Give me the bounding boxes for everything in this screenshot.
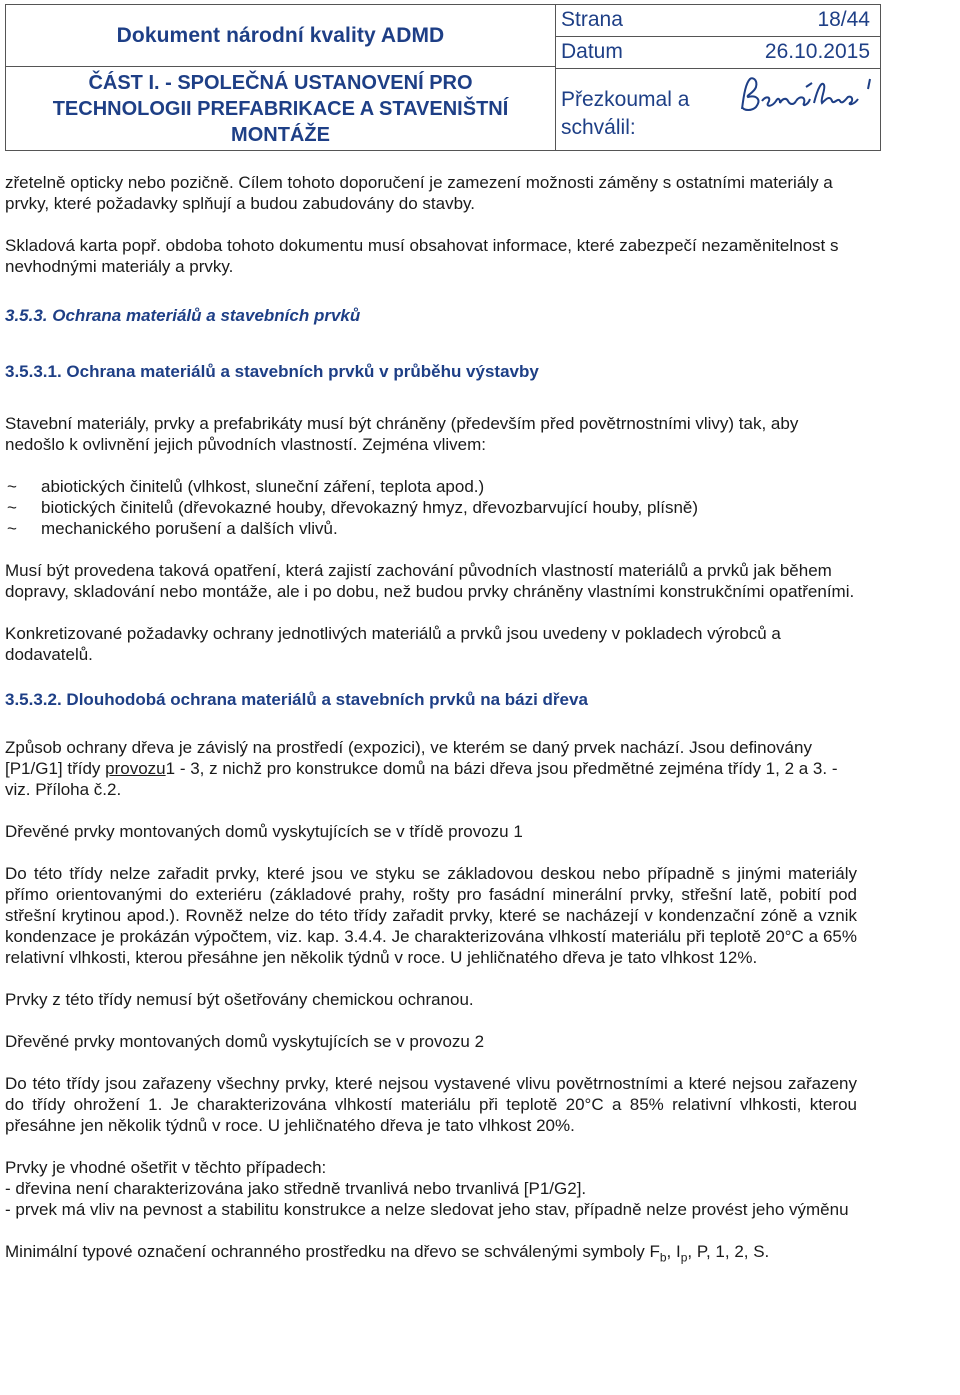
header-part-cell bbox=[6, 67, 555, 150]
date-row bbox=[556, 37, 880, 69]
list-item-text: abiotických činitelů (vlhkost, sluneční záření, teplota apod.) bbox=[41, 477, 485, 496]
bullet-tilde: ~ bbox=[7, 477, 17, 496]
document-body bbox=[5, 172, 857, 1268]
page-number-row bbox=[556, 5, 880, 37]
paragraph-class-2-heading: Dřevěné prvky montovaných domů vyskytujících se v provozu 2 bbox=[5, 1032, 485, 1051]
bullet-tilde: ~ bbox=[7, 498, 17, 517]
list-item bbox=[5, 476, 857, 497]
header-title-cell bbox=[6, 5, 555, 67]
paragraph-treat-case-2: - prvek má vliv na pevnost a stabilitu konstrukce a nelze sledovat jeho stav, případně nelze provést jeho výměnu bbox=[5, 1200, 849, 1219]
paragraph-stock-card: Skladová karta popř. obdoba tohoto dokumentu musí obsahovat informace, které zabezpečí nezaměnitelnost s nevhodnými materiály a prvky. bbox=[5, 236, 839, 276]
paragraph-treat-cases-intro: Prvky je vhodné ošetřit v těchto případech: bbox=[5, 1158, 327, 1177]
part-title-line-1: ČÁST I. - SPOLEČNÁ USTANOVENÍ PRO bbox=[88, 71, 473, 94]
page-label: Strana bbox=[561, 8, 623, 31]
document-title: Dokument národní kvality ADMD bbox=[116, 23, 445, 47]
provozu-link[interactable]: provozu bbox=[105, 759, 166, 778]
list-item-text: mechanického porušení a dalších vlivů. bbox=[41, 519, 338, 538]
approval-label-line-2: schválil: bbox=[561, 116, 636, 139]
list-item-text: biotických činitelů (dřevokazné houby, dřevokazný hmyz, dřevozbarvující houby, plísně) bbox=[41, 498, 699, 517]
section-heading-3-5-3-1: 3.5.3.1. Ochrana materiálů a stavebních prvků v průběhu výstavby bbox=[5, 362, 539, 381]
paragraph-treat-case-1: - dřevina není charakterizována jako středně trvanlivá nebo trvanlivá [P1/G2]. bbox=[5, 1179, 587, 1198]
page-number: 18/44 bbox=[817, 8, 870, 31]
part-title-line-2: TECHNOLOGII PREFABRIKACE A STAVENIŠTNÍ bbox=[52, 97, 509, 120]
bullet-tilde: ~ bbox=[7, 519, 17, 538]
approval-row bbox=[556, 69, 880, 150]
paragraph-class-1-heading: Dřevěné prvky montovaných domů vyskytujících se v třídě provozu 1 bbox=[5, 822, 523, 841]
paragraph-protection: Stavební materiály, prvky a prefabrikáty musí být chráněny (především před povětrnostními vlivy) tak, aby nedošlo k ovlivnění jejich původních vlastností. Zejména vlivem: bbox=[5, 414, 799, 454]
paragraph-measures: Musí být provedena taková opatření, která zajistí zachování původních vlastností materiálů a prvků jak během dopravy, skladování nebo montáže, ale i po dobu, než budou prvky chráněny vlastními konstrukčními opatřeními. bbox=[5, 561, 855, 601]
part-title-line-3: MONTÁŽE bbox=[231, 123, 330, 146]
date-value: 26.10.2015 bbox=[764, 40, 870, 63]
date-label: Datum bbox=[561, 40, 623, 63]
list-item bbox=[5, 518, 857, 539]
paragraph-wood-protection: Způsob ochrany dřeva je závislý na prostředí (expozici), ve kterém se daný prvek nachází. Jsou definovány [P1/G1] třídy provozu1 - 3, z nichž pro konstrukce domů na bázi dřeva jsou předmětné zejména třídy 1, 2 a 3. - viz. Příloha č.2. bbox=[5, 738, 838, 799]
paragraph-symbols: Minimální typové označení ochranného prostředku na dřevo se schválenými symboly $F_b$, $I_p$, P, 1, 2, S. bbox=[5, 1242, 770, 1265]
paragraph-requirements: Konkretizované požadavky ochrany jednotlivých materiálů a prvků jsou uvedeny v pokladech výrobců a dodavatelů. bbox=[5, 624, 781, 664]
paragraph-class-2: Do této třídy jsou zařazeny všechny prvky, které nejsou vystavené vlivu povětrnostními a které nejsou zařazeny do třídy ohrožení 1. Je charakterizována vlhkostí materiálu při teplotě 20°C a 85% relativní vlhkosti, kterou přesáhne jen několik týdnů v roce. U jehličnatého dřeva je tato vlhkost 20%. bbox=[5, 1074, 857, 1135]
signature-image bbox=[736, 73, 876, 121]
document-header bbox=[5, 4, 881, 151]
header-right bbox=[556, 5, 880, 150]
list-item bbox=[5, 497, 857, 518]
section-heading-3-5-3-2: 3.5.3.2. Dlouhodobá ochrana materiálů a stavebních prvků na bázi dřeva bbox=[5, 690, 588, 709]
paragraph-class-1: Do této třídy nelze zařadit prvky, které jsou ve styku se základovou deskou nebo případně s jinými materiály přímo orientovanými do exteriéru (základové prahy, rošty pro fasádní minerální prvky, střešní latě, pobití pod střešní krytinou apod.). Rovněž nelze do této třídy zařadit prvky, které se nacházejí v kondenzační zóně a vznik kondenzace je prokázán výpočtem, viz. kap. 3.4.4. Je charakterizována vlhkostí materiálu při teplotě 20°C a 65% relativní vlhkosti, kterou přesáhne jen několik týdnů v roce. U jehličnatého dřeva je tato vlhkost 12%. bbox=[5, 864, 857, 967]
paragraph-no-chemical: Prvky z této třídy nemusí být ošetřovány chemickou ochranou. bbox=[5, 990, 474, 1009]
header-left bbox=[6, 5, 556, 150]
section-heading-3-5-3: 3.5.3. Ochrana materiálů a stavebních prvků bbox=[5, 306, 361, 325]
paragraph-continued: zřetelně opticky nebo pozičně. Cílem tohoto doporučení je zamezení možnosti záměny s ostatními materiály a prvky, které požadavky splňují a budou zabudovány do stavby. bbox=[5, 173, 833, 213]
approval-label-line-1: Přezkoumal a bbox=[561, 88, 690, 111]
